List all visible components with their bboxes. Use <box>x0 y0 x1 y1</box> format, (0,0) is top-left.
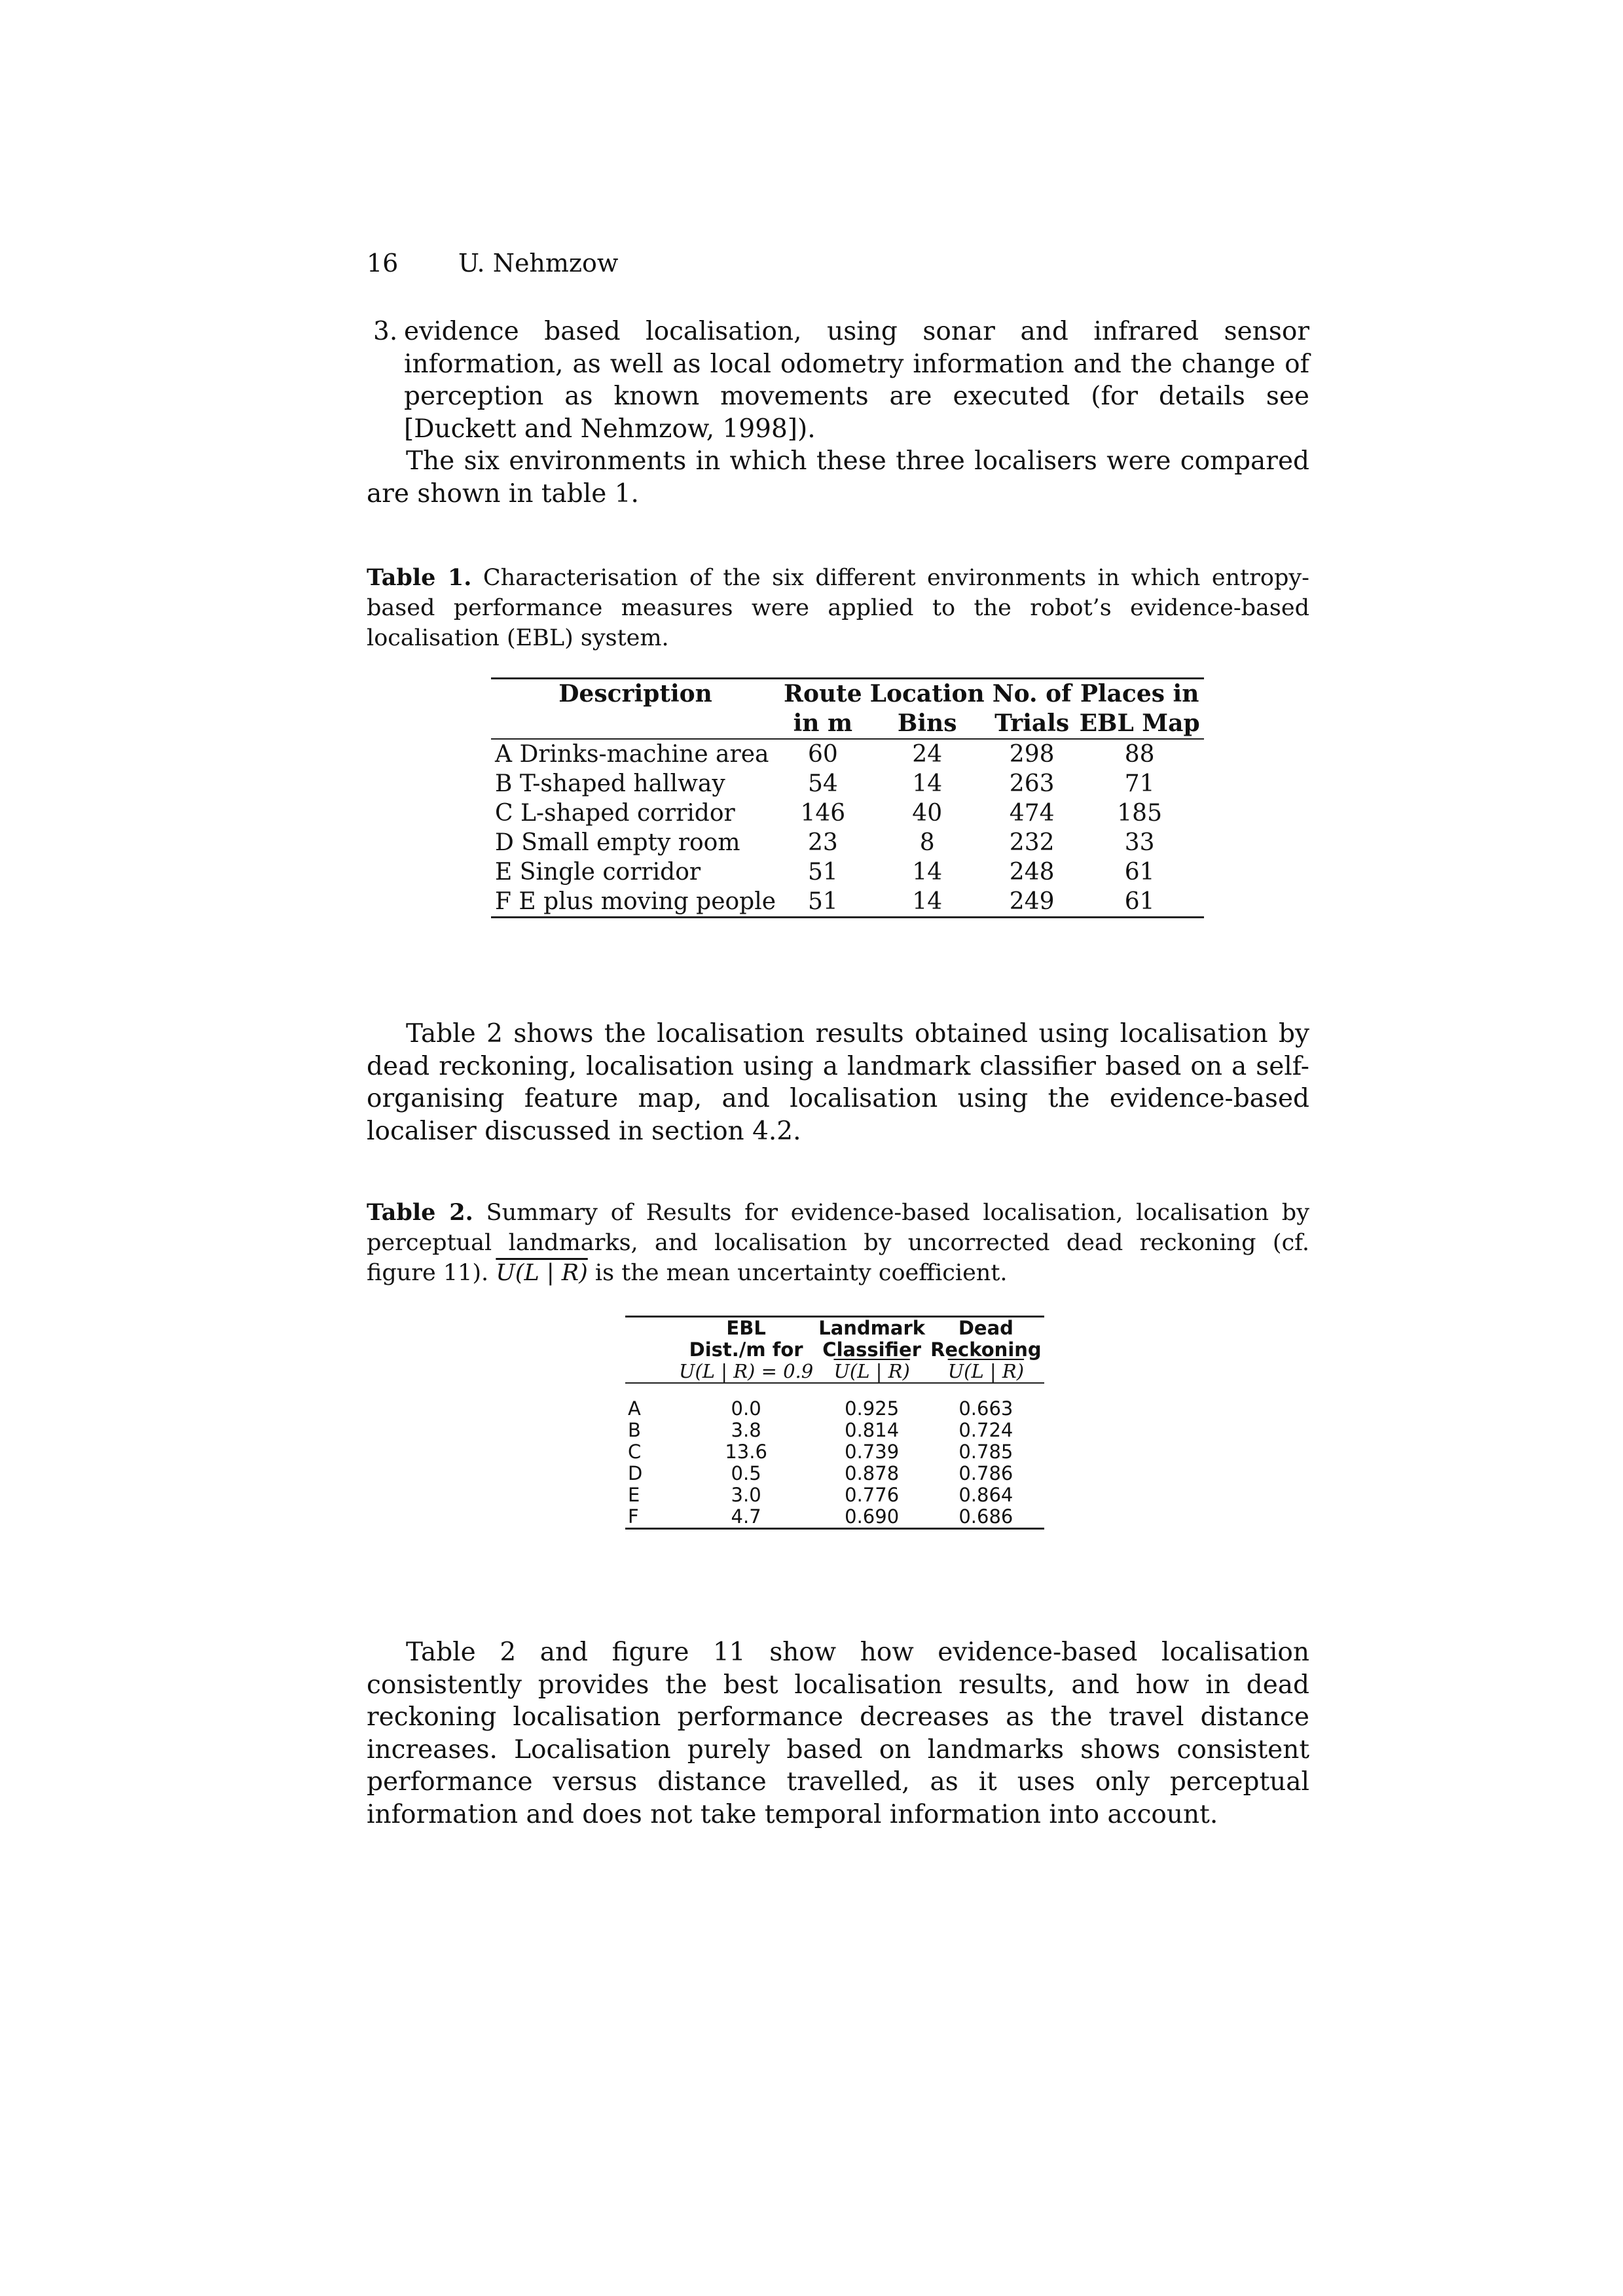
table-row <box>625 1420 1044 1441</box>
table-2-caption <box>367 1198 1309 1288</box>
t2-row-label: F <box>625 1506 676 1529</box>
table-2-caption-symbol: U(L | R) <box>496 1260 588 1286</box>
t1-subheader-location: Bins <box>866 709 989 739</box>
t2-symbol-ebl: U(L | R) = 0.9 <box>676 1361 816 1383</box>
table-2 <box>625 1316 1044 1530</box>
table-row <box>625 1484 1044 1506</box>
paragraph-2: Table 2 shows the localisation results obtained using localisation by dead reckoning, localisation using a landmark classifier based on a self-organising feature map, and localisation using the evidence-based localiser discussed in section 4.2. <box>367 1019 1309 1146</box>
t2-row-label: A <box>628 1397 641 1420</box>
table-row <box>491 769 1204 798</box>
t2-cell: 0.785 <box>958 1441 1013 1463</box>
t1-cell: 54 <box>807 770 838 797</box>
table-row <box>625 1506 1044 1529</box>
table-row <box>491 798 1204 828</box>
t1-cell: D Small empty room <box>495 829 740 856</box>
list-item-3 <box>367 315 1309 445</box>
t2-header-empty <box>625 1317 676 1340</box>
list-item-label: 3. <box>373 317 398 346</box>
table-row <box>625 1441 1044 1463</box>
t1-header-description: Description <box>491 679 780 709</box>
t1-cell: E Single corridor <box>495 859 701 886</box>
t2-subheader-dist: Dist./m for <box>689 1338 803 1361</box>
t1-cell: 249 <box>989 887 1076 918</box>
list-item-text: evidence based localisation, using sonar and infrared sensor information, as well as local odometry information and the change of perception as known movements are executed (for details see [Duckett and Nehmzow, 1998]). <box>404 317 1309 444</box>
t2-cell: 0.786 <box>958 1462 1013 1484</box>
t2-cell: 0.0 <box>731 1397 761 1420</box>
table-1-caption-label: Table 1. <box>367 564 472 591</box>
t2-cell: 0.776 <box>845 1484 900 1506</box>
t1-cell: 33 <box>1124 829 1155 856</box>
t2-cell: 3.0 <box>731 1484 761 1506</box>
t1-cell: B T-shaped hallway <box>495 770 725 797</box>
t2-cell: 0.925 <box>845 1397 900 1420</box>
t2-subheader-reckoning: Reckoning <box>930 1338 1042 1361</box>
t2-cell: 0.724 <box>958 1419 1013 1441</box>
t2-row-label: D <box>628 1462 643 1484</box>
t2-subheader-classifier: Classifier <box>822 1338 922 1361</box>
t1-cell: C L-shaped corridor <box>495 800 735 827</box>
t2-cell: 0.686 <box>928 1506 1044 1529</box>
t2-header-empty <box>625 1339 676 1361</box>
table-2-caption-label: Table 2. <box>367 1199 473 1226</box>
t2-row-label: E <box>628 1484 640 1506</box>
t1-cell: 8 <box>919 829 935 856</box>
running-author: U. Nehmzow <box>458 249 619 278</box>
running-header <box>367 249 618 278</box>
t1-cell: 298 <box>1009 741 1055 768</box>
table-row <box>491 828 1204 857</box>
t1-cell: 51 <box>780 887 866 918</box>
t2-cell: 0.690 <box>816 1506 928 1529</box>
t2-header-empty <box>625 1361 676 1383</box>
t1-cell: 474 <box>1009 800 1055 827</box>
t1-cell: 71 <box>1124 770 1155 797</box>
t1-cell: 61 <box>1076 887 1204 918</box>
t1-cell: 232 <box>1009 829 1055 856</box>
t1-header-location: Location <box>866 679 989 709</box>
t1-cell: 51 <box>807 859 838 886</box>
t2-cell: 0.663 <box>958 1397 1013 1420</box>
t1-header-places: Places in <box>1076 679 1204 709</box>
t2-symbol-dead: U(L | R) <box>928 1361 1044 1383</box>
table-1-caption <box>367 563 1309 653</box>
t2-cell: 0.814 <box>845 1419 900 1441</box>
t2-symbol-landmark: U(L | R) <box>816 1361 928 1383</box>
t2-cell: 0.5 <box>731 1462 761 1484</box>
t1-cell: A Drinks-machine area <box>495 741 769 768</box>
table-2-caption-text-end: is the mean uncertainty coefficient. <box>594 1260 1008 1286</box>
table-row <box>491 739 1204 769</box>
t2-header-landmark: Landmark <box>816 1317 928 1340</box>
table-row <box>625 1398 1044 1420</box>
t2-cell: 4.7 <box>676 1506 816 1529</box>
t1-cell: 248 <box>1009 859 1055 886</box>
t1-cell: 14 <box>912 859 943 886</box>
t2-row-label: C <box>628 1441 642 1463</box>
paragraph-1: The six environments in which these three localisers were compared are shown in table 1. <box>367 446 1309 509</box>
t2-cell: 0.864 <box>958 1484 1013 1506</box>
t2-cell: 13.6 <box>725 1441 767 1463</box>
page-number: 16 <box>367 249 399 278</box>
t1-cell: 14 <box>866 887 989 918</box>
t1-subheader-trials: Trials <box>989 709 1076 739</box>
t2-row-label: B <box>628 1419 641 1441</box>
t1-subheader-places: EBL Map <box>1076 709 1204 739</box>
t2-cell: 0.739 <box>845 1441 900 1463</box>
t1-cell: 88 <box>1124 741 1155 768</box>
t1-cell: 40 <box>912 800 943 827</box>
t1-cell: 61 <box>1124 859 1155 886</box>
table-2-caption-text: Summary of Results for evidence-based localisation, localisation by perceptual landmarks, and localisation by uncorrected dead reckoning (cf. figure 11). <box>367 1200 1309 1286</box>
t1-cell: F E plus moving people <box>491 887 780 918</box>
t2-header-dead: Dead <box>928 1317 1044 1340</box>
t1-subheader-route: in m <box>780 709 866 739</box>
t1-subheader-blank <box>491 709 780 739</box>
t1-header-trials: No. of <box>989 679 1076 709</box>
table-row <box>491 857 1204 887</box>
t1-cell: 24 <box>912 741 943 768</box>
t2-spacer <box>625 1383 1044 1398</box>
t2-cell: 3.8 <box>731 1419 761 1441</box>
t1-cell: 263 <box>1009 770 1055 797</box>
table-row <box>491 887 1204 918</box>
t1-cell: 60 <box>807 741 838 768</box>
t2-cell: 0.878 <box>845 1462 900 1484</box>
t2-header-ebl: EBL <box>676 1317 816 1340</box>
table-row <box>625 1463 1044 1484</box>
table-1 <box>491 677 1204 918</box>
t1-cell: 185 <box>1117 800 1162 827</box>
t1-cell: 23 <box>807 829 838 856</box>
t1-cell: 146 <box>800 800 846 827</box>
paragraph-3: Table 2 and figure 11 show how evidence-based localisation consistently provides the best localisation results, and how in dead reckoning localisation performance decreases as the travel distance increases. Localisation purely based on landmarks shows consistent performance versus distance travelled, as it uses only perceptual information and does not take temporal information into account. <box>367 1638 1309 1829</box>
t1-header-route: Route <box>780 679 866 709</box>
t1-cell: 14 <box>912 770 943 797</box>
table-1-caption-text: Characterisation of the six different environments in which entropy-based performance measures were applied to the robot’s evidence-based localisation (EBL) system. <box>367 565 1309 651</box>
